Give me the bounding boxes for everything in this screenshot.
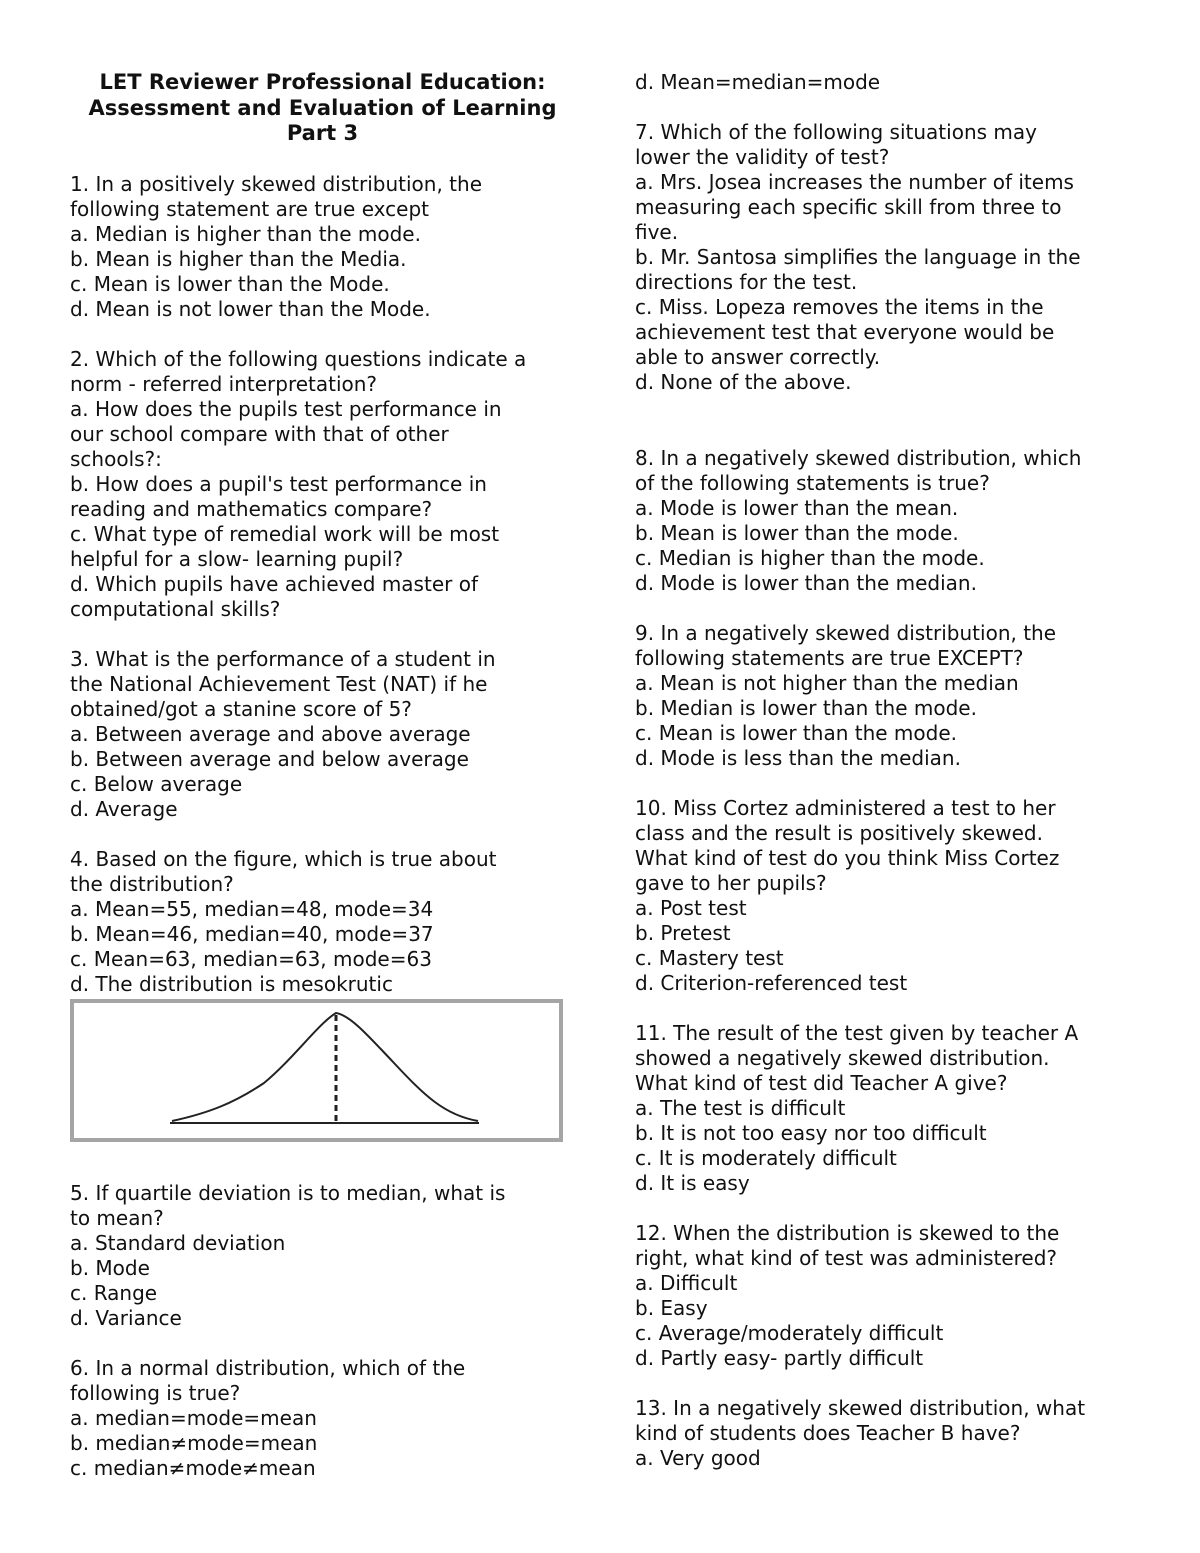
question-text: following is true? [70, 1380, 241, 1405]
question-block [635, 446, 1135, 596]
question-text: following statement are true except [70, 196, 429, 221]
question-text: What kind of test did Teacher A give? [635, 1071, 1008, 1095]
answer-option: d. Mode is less than the median. [635, 746, 961, 770]
question-text: obtained/got a stanine score of 5? [70, 696, 412, 721]
answer-option: a. Mrs. Josea increases the number of items [635, 170, 1074, 194]
answer-option: d. Partly easy- partly difficult [635, 1346, 924, 1370]
answer-option: a. Post test [635, 896, 747, 920]
question-block [70, 347, 575, 622]
question-text: 4. Based on the figure, which is true about [70, 846, 497, 871]
answer-option: b. It is not too easy nor too difficult [635, 1121, 987, 1145]
answer-option: a. Mode is lower than the mean. [635, 496, 959, 520]
question-text: 5. If quartile deviation is to median, what is [70, 1180, 506, 1205]
question-text: gave to her pupils? [635, 871, 827, 895]
answer-option: a. Median is higher than the mode. [70, 221, 421, 246]
question-text: 11. The result of the test given by teacher A [635, 1021, 1079, 1045]
answer-option: d. Criterion-referenced test [635, 971, 908, 995]
question-text: 3. What is the performance of a student in [70, 646, 496, 671]
spacer [635, 395, 1135, 446]
document-title [70, 70, 575, 147]
answer-option: our school compare with that of other [70, 421, 449, 446]
question-text: 7. Which of the following situations may [635, 120, 1037, 144]
answer-option: a. median=mode=mean [70, 1405, 317, 1430]
answer-option: able to answer correctly. [635, 345, 881, 369]
answer-option: d. Mean is not lower than the Mode. [70, 296, 431, 321]
question-text: 13. In a negatively skewed distribution, what [635, 1396, 1086, 1420]
answer-option: b. median≠mode=mean [70, 1430, 318, 1455]
answer-option: a. The test is difficult [635, 1096, 846, 1120]
answer-option: five. [635, 220, 679, 244]
question-block [635, 1396, 1135, 1471]
answer-option: d. Mode is lower than the median. [635, 571, 977, 595]
question-text: kind of students does Teacher B have? [635, 1421, 1021, 1445]
title-line: Part 3 [286, 121, 359, 145]
distribution-figure [70, 999, 563, 1142]
question-text: 12. When the distribution is skewed to the [635, 1221, 1060, 1245]
question-block [635, 1221, 1135, 1371]
answer-option: c. Mean=63, median=63, mode=63 [70, 946, 432, 971]
answer-option: c. Average/moderately difficult [635, 1321, 944, 1345]
question-text: right, what kind of test was administered? [635, 1246, 1058, 1270]
question-text: showed a negatively skewed distribution. [635, 1046, 1050, 1070]
answer-option: b. Mr. Santosa simplifies the language in the [635, 245, 1081, 269]
answer-option: c. Median is higher than the mode. [635, 546, 985, 570]
answer-option: reading and mathematics compare? [70, 496, 433, 521]
title-line: Assessment and Evaluation of Learning [88, 95, 557, 120]
answer-option: b. How does a pupil's test performance in [70, 471, 487, 496]
answer-option: computational skills? [70, 596, 281, 621]
answer-option: c. median≠mode≠mean [70, 1455, 316, 1480]
answer-option: b. Easy [635, 1296, 708, 1320]
answer-option: d. None of the above. [635, 370, 852, 394]
answer-option: achievement test that everyone would be [635, 320, 1055, 344]
question-text: 1. In a positively skewed distribution, the [70, 171, 483, 196]
answer-option: a. Standard deviation [70, 1230, 286, 1255]
answer-option: d. The distribution is mesokrutic [70, 971, 393, 996]
answer-option: a. Mean is not higher than the median [635, 671, 1019, 695]
answer-option: measuring each specific skill from three to [635, 195, 1062, 219]
answer-option: c. It is moderately difficult [635, 1146, 897, 1170]
answer-option: b. Mean is higher than the Media. [70, 246, 407, 271]
question-text: lower the validity of test? [635, 145, 890, 169]
normal-curve-diagram [74, 1003, 559, 1138]
question-text: 2. Which of the following questions indicate a [70, 346, 527, 371]
question-block [635, 796, 1135, 996]
answer-option: a. How does the pupils test performance in [70, 396, 502, 421]
answer-option: b. Mean=46, median=40, mode=37 [70, 921, 434, 946]
answer-option: c. Miss. Lopeza removes the items in the [635, 295, 1044, 319]
question-block [70, 1356, 575, 1481]
answer-option: b. Pretest [635, 921, 731, 945]
answer-option: c. What type of remedial work will be most [70, 521, 500, 546]
answer-option: d. Average [70, 796, 178, 821]
question-block [70, 647, 575, 822]
answer-option: c. Mastery test [635, 946, 784, 970]
answer-option: a. Mean=55, median=48, mode=34 [70, 896, 434, 921]
answer-option: d. Variance [70, 1305, 182, 1330]
question-block [635, 621, 1135, 771]
answer-option: b. Mean is lower than the mode. [635, 521, 959, 545]
question-text: the National Achievement Test (NAT) if he [70, 671, 488, 696]
answer-option: schools?: [70, 446, 162, 471]
question-block [70, 1181, 575, 1331]
question-text: 9. In a negatively skewed distribution, the [635, 621, 1057, 645]
question-6-continued [635, 70, 1135, 95]
answer-option: c. Mean is lower than the Mode. [70, 271, 390, 296]
question-text: of the following statements is true? [635, 471, 990, 495]
question-text: 6. In a normal distribution, which of the [70, 1355, 466, 1380]
question-block [635, 120, 1135, 395]
question-block [635, 1021, 1135, 1196]
answer-option: c. Mean is lower than the mode. [635, 721, 957, 745]
bell-curve [172, 1013, 478, 1121]
question-block [70, 847, 575, 997]
answer-option: c. Below average [70, 771, 243, 796]
answer-option: c. Range [70, 1280, 158, 1305]
answer-option: b. Between average and below average [70, 746, 469, 771]
answer-option: a. Difficult [635, 1271, 738, 1295]
answer-option: d. Which pupils have achieved master of [70, 571, 478, 596]
right-column [635, 70, 1135, 1496]
answer-option: a. Between average and above average [70, 721, 471, 746]
question-text: following statements are true EXCEPT? [635, 646, 1024, 670]
question-text: to mean? [70, 1205, 164, 1230]
question-block [70, 172, 575, 322]
answer-option: b. Median is lower than the mode. [635, 696, 977, 720]
answer-option: d. It is easy [635, 1171, 750, 1195]
question-text: class and the result is positively skewed. [635, 821, 1043, 845]
answer-option: helpful for a slow- learning pupil? [70, 546, 404, 571]
answer-option: b. Mode [70, 1255, 150, 1280]
title-line: LET Reviewer Professional Education: [99, 70, 546, 94]
answer-option: a. Very good [635, 1446, 761, 1470]
left-column [70, 70, 575, 1506]
question-text: 10. Miss Cortez administered a test to her [635, 796, 1056, 820]
question-text: 8. In a negatively skewed distribution, which [635, 446, 1082, 470]
answer-option: d. Mean=median=mode [635, 70, 881, 94]
question-text: the distribution? [70, 871, 234, 896]
answer-option: directions for the test. [635, 270, 858, 294]
question-text: norm - referred interpretation? [70, 371, 378, 396]
question-text: What kind of test do you think Miss Cortez [635, 846, 1060, 870]
